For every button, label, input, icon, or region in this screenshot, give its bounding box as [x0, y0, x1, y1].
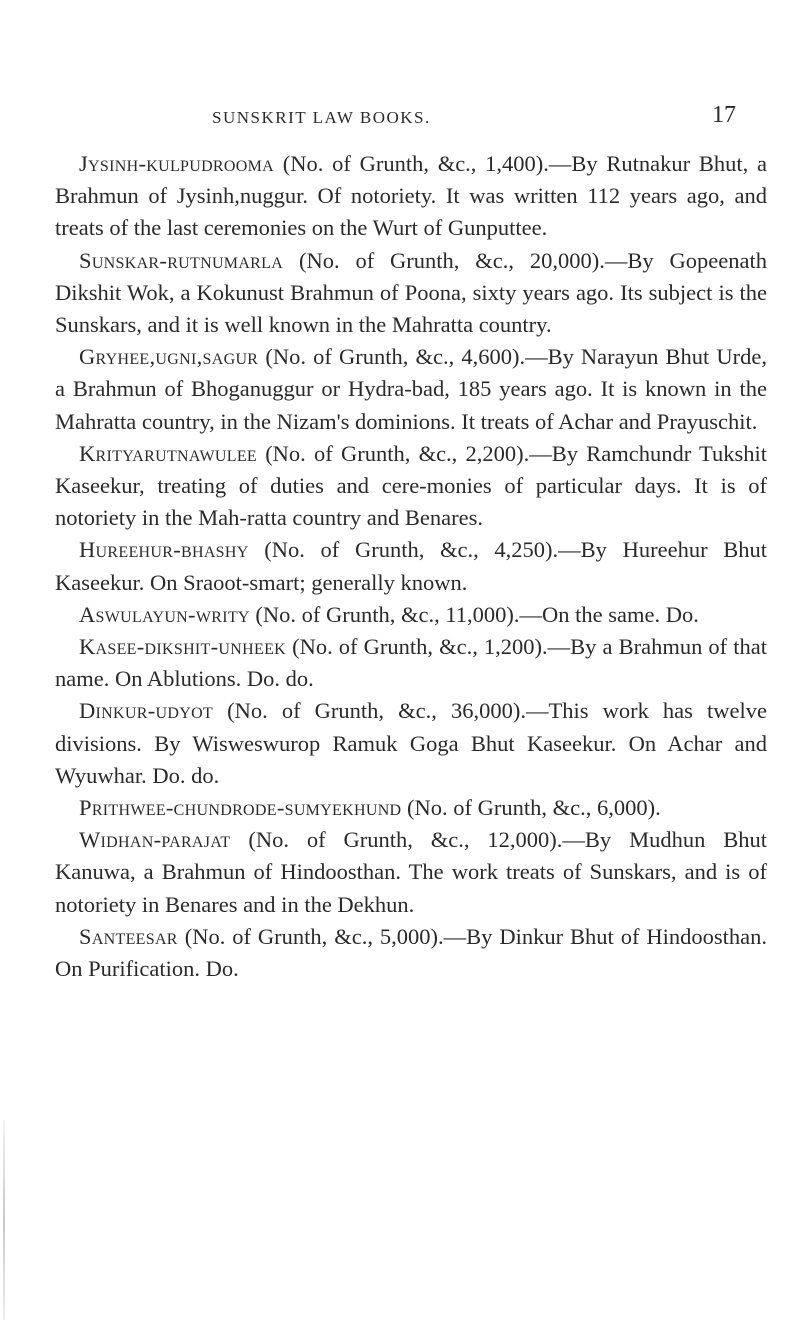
entry-text: (No. of Grunth, &c., 4,600).—By Narayun Bhut Urde, a Brahmun of Bhoganuggur or Hydra-bad, 185 years ago. It is known in the Mahratta country, in the Nizam's dominions. It treats of Achar and Prayuschit.: [55, 344, 767, 434]
running-title: SUNSKRIT LAW BOOKS.: [212, 108, 431, 127]
entry-title: Santeesar: [79, 923, 178, 949]
entry-text: (No. of Grunth, &c., 6,000).: [401, 795, 661, 821]
book-entry: [55, 438, 767, 535]
entry-title: Sunskar-rutnumarla: [79, 247, 284, 273]
entry-title: Prithwee-chundrode-sumyekhund: [79, 795, 402, 821]
entry-text: (No. of Grunth, &c., 12,000).—By Mudhun Bhut Kanuwa, a Brahmun of Hindoosthan. The work treats of Sunskars, and is of notoriety in Benares and in the Dekhun.: [55, 827, 767, 917]
entry-text: (No. of Grunth, &c., 36,000).—This work has twelve divisions. By Wisweswurop Ramuk Goga Bhut Kaseekur. On Achar and Wyuwhar. Do. do.: [55, 698, 767, 788]
page-number: 17: [712, 102, 736, 128]
entry-text: (No. of Grunth, &c., 11,000).—On the same. Do.: [249, 601, 699, 627]
book-entry: [55, 921, 767, 985]
book-entry: [55, 695, 767, 792]
book-entry: [55, 245, 767, 342]
entry-title: Jysinh-kulpudrooma: [79, 151, 274, 176]
page-edge-shadow: [3, 1120, 5, 1320]
entry-title: Krityarutnawulee: [79, 440, 257, 466]
entry-title: Aswulayun-writy: [79, 601, 250, 627]
entry-title: Dinkur-udyot: [79, 698, 213, 724]
running-header: [0, 102, 801, 138]
entry-text: (No. of Grunth, &c., 1,400).—By Rutnakur Bhut, a Brahmun of Jysinh,nuggur. Of notoriety. It was written 112 years ago, and treats of the last ceremonies on the Wurt of Gunputtee.: [55, 151, 767, 241]
book-entry: [55, 599, 767, 631]
book-entry: [55, 534, 767, 598]
entry-text: (No. of Grunth, &c., 1,200).—By a Brahmun of that name. On Ablutions. Do. do.: [55, 634, 767, 692]
entry-text: (No. of Grunth, &c., 4,250).—By Hureehur Bhut Kaseekur. On Sraoot-smart; generally known.: [55, 537, 767, 595]
book-entry: [55, 824, 767, 921]
entry-title: Widhan-parajat: [79, 827, 231, 853]
book-entry: [55, 148, 767, 245]
book-entries: [55, 148, 767, 985]
book-entry: [55, 792, 767, 824]
entry-title: Hureehur-bhashy: [79, 537, 249, 563]
entry-text: (No. of Grunth, &c., 2,200).—By Ramchundr Tukshit Kaseekur, treating of duties and cere-monies of particular days. It is of notoriety in the Mah-ratta country and Benares.: [55, 440, 767, 531]
entry-text: (No. of Grunth, &c., 5,000).—By Dinkur Bhut of Hindoosthan. On Purification. Do.: [55, 923, 767, 982]
entry-title: Gryhee,ugni,sagur: [79, 344, 259, 370]
entry-title: Kasee-dikshit-unheek: [79, 634, 286, 660]
entry-text: (No. of Grunth, &c., 20,000).—By Gopeenath Dikshit Wok, a Kokunust Brahmun of Poona, sixty years ago. Its subject is the Sunskars, and it is well known in the Mahratta country.: [55, 247, 767, 338]
book-entry: [55, 631, 767, 695]
book-entry: [55, 341, 767, 438]
